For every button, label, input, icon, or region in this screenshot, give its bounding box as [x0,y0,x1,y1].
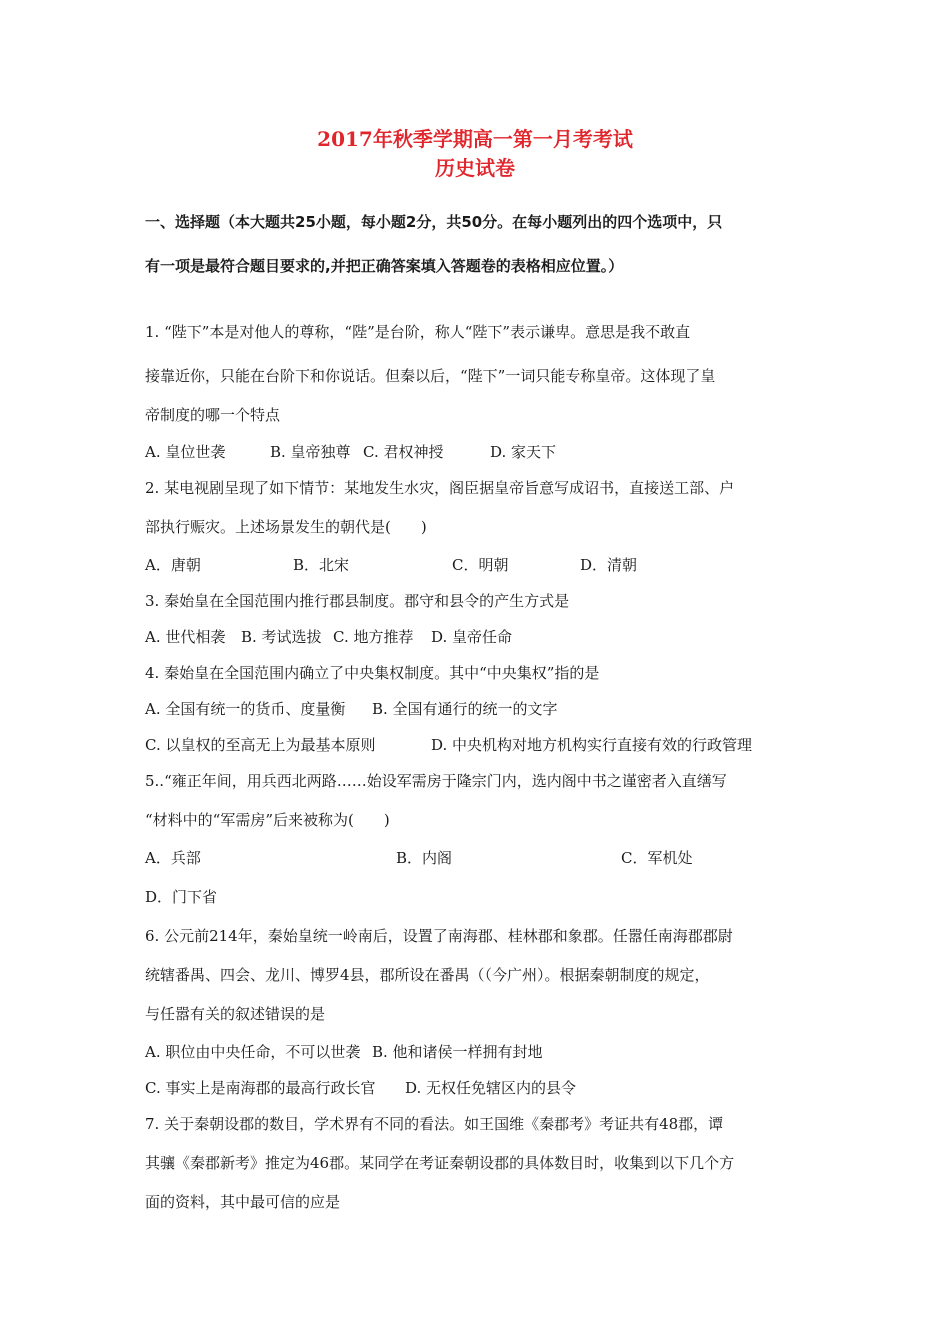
q3-option-d: D. 皇帝任命 [431,628,513,646]
q6-option-c: C. 事实上是南海郡的最高行政长官 [145,1079,376,1097]
q6-stem-line1: 6. 公元前214年，秦始皇统一岭南后，设置了南海郡、桂林郡和象郡。任嚣任南海郡郡尉 [145,927,733,945]
q5-option-d: D．门下省 [145,888,218,906]
q3-option-c: C. 地方推荐 [333,628,414,646]
exam-title-line1: 2017年秋季学期高一第一月考考试 [317,127,633,151]
q2-stem-line1: 2. 某电视剧呈现了如下情节：某地发生水灾，阁臣据皇帝旨意写成诏书，直接送工部、户 [145,479,735,497]
q2-option-b: B．北宋 [293,556,350,574]
q6-option-d: D. 无权任免辖区内的县令 [405,1079,577,1097]
section-heading-line1: 一、选择题（本大题共25小题，每小题2分，共50分。在每小题列出的四个选项中，只 [145,213,723,231]
q1-option-a: A. 皇位世袭 [145,443,226,461]
q1-option-d: D. 家天下 [490,443,557,461]
q1-stem-line3: 帝制度的哪一个特点 [145,406,281,424]
q4-option-a: A. 全国有统一的货币、度量衡 [145,700,346,718]
section-heading-line2: 有一项是最符合题目要求的,并把正确答案填入答题卷的表格相应位置。） [145,257,624,275]
q4-option-b: B. 全国有通行的统一的文字 [372,700,558,718]
q1-option-b: B. 皇帝独尊 [270,443,351,461]
q7-stem-line2: 其骧《秦郡新考》推定为46郡。某同学在考证秦朝设郡的具体数目时，收集到以下几个方 [145,1154,735,1172]
exam-title-line2: 历史试卷 [435,156,515,180]
q2-option-a: A．唐朝 [145,556,201,574]
q3-option-b: B. 考试选拔 [241,628,322,646]
q6-stem-line3: 与任嚣有关的叙述错误的是 [145,1005,326,1023]
q6-option-b: B. 他和诸侯一样拥有封地 [372,1043,543,1061]
q1-stem-line1: 1. “陛下”本是对他人的尊称，“陛”是台阶，称人“陛下”表示谦卑。意思是我不敢直 [145,323,691,341]
q6-stem-line2: 统辖番禺、四会、龙川、博罗4县，郡所设在番禺（（今广州）。根据秦朝制度的规定， [145,966,710,984]
q5-option-c: C．军机处 [621,849,693,867]
q7-stem-line3: 面的资料，其中最可信的应是 [145,1193,341,1211]
q5-option-a: A．兵部 [145,849,201,867]
q5-stem-line1: 5..“雍正年间，用兵西北两路……始设军需房于隆宗门内，选内阁中书之谨密者入直缮写 [145,772,727,790]
q2-option-c: C．明朝 [452,556,509,574]
q5-option-b: B．内阁 [396,849,453,867]
q7-stem-line1: 7. 关于秦朝设郡的数目，学术界有不同的看法。如王国维《秦郡考》考证共有48郡，谭 [145,1115,724,1133]
q6-option-a: A. 职位由中央任命，不可以世袭 [145,1043,361,1061]
q3-stem-line1: 3. 秦始皇在全国范围内推行郡县制度。郡守和县令的产生方式是 [145,592,570,610]
q1-option-c: C. 君权神授 [363,443,444,461]
q1-stem-line2: 接靠近你，只能在台阶下和你说话。但秦以后，“陛下”一词只能专称皇帝。这体现了皇 [145,367,716,385]
q4-option-d: D. 中央机构对地方机构实行直接有效的行政管理 [431,736,753,754]
q5-stem-line2: “材料中的“军需房”后来被称为( ) [145,811,390,829]
q4-option-c: C. 以皇权的至高无上为最基本原则 [145,736,376,754]
q4-stem-line1: 4. 秦始皇在全国范围内确立了中央集权制度。其中“中央集权”指的是 [145,664,600,682]
q2-stem-line2: 部执行赈灾。上述场景发生的朝代是( ) [145,518,427,536]
q2-option-d: D．清朝 [580,556,638,574]
q3-option-a: A. 世代相袭 [145,628,226,646]
